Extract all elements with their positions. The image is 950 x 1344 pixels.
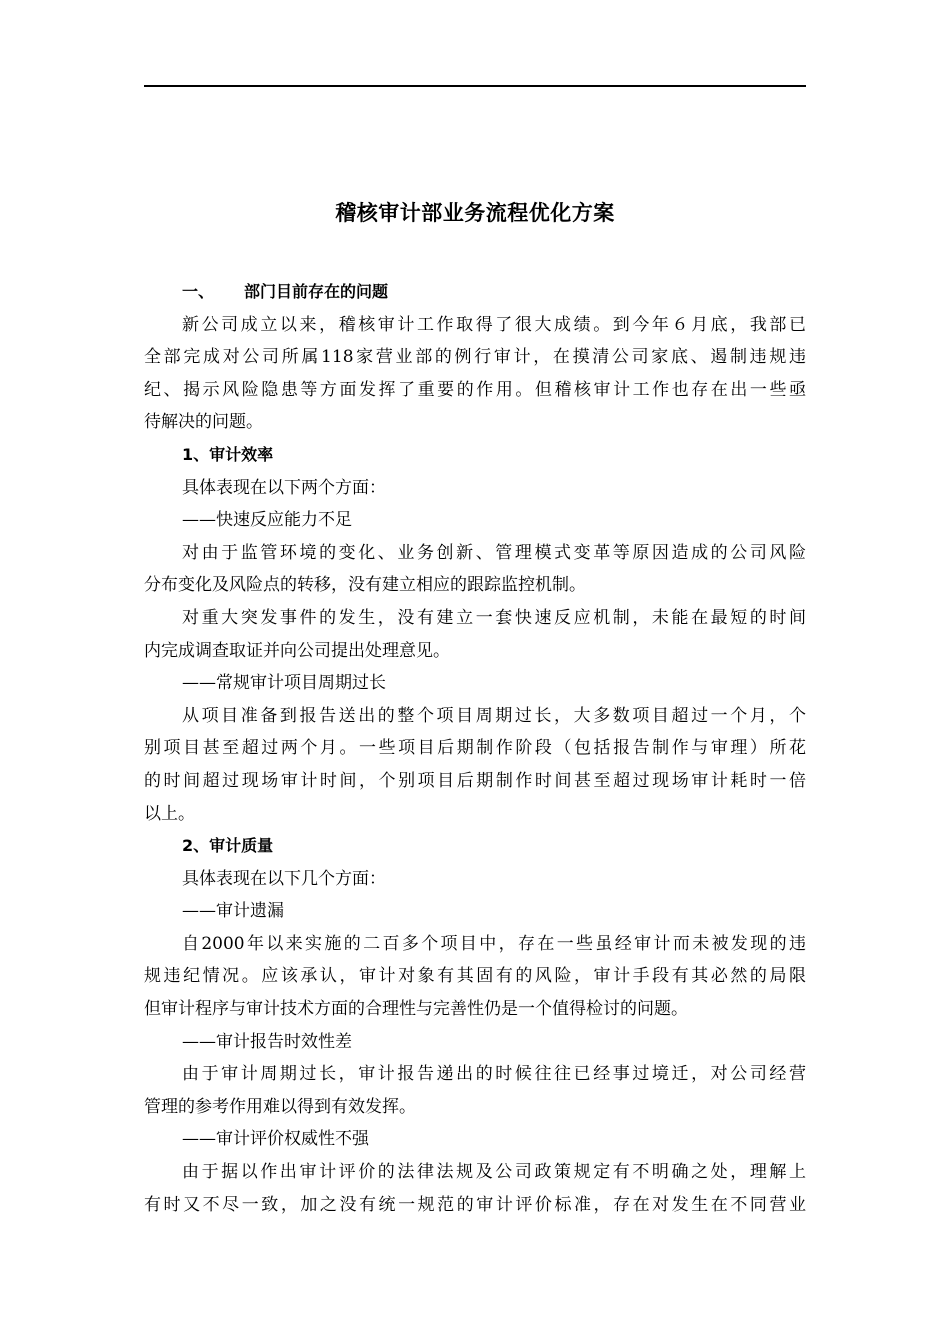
text-line: 规违纪情况。应该承认，审计对象有其固有的风险，审计手段有其必然的局限 xyxy=(144,966,806,987)
text-line: 但审计程序与审计技术方面的合理性与完善性仍是一个值得检讨的问题。 xyxy=(144,999,688,1020)
text-line: 的时间超过现场审计时间，个别项目后期制作时间甚至超过现场审计耗时一倍 xyxy=(144,770,806,791)
text-line: ——审计报告时效性差 xyxy=(182,1031,352,1052)
paragraph-lines xyxy=(144,309,806,1222)
subsection-heading: 1、审计效率 xyxy=(182,444,274,464)
header-rule xyxy=(144,85,806,87)
text-line: ——快速反应能力不足 xyxy=(182,510,352,531)
text-line: 对由于监管环境的变化、业务创新、管理模式变革等原因造成的公司风险 xyxy=(182,542,806,563)
section-number: 一、 xyxy=(182,282,215,301)
document-body xyxy=(144,276,806,1221)
section-heading xyxy=(144,276,806,309)
text-line: ——审计评价权威性不强 xyxy=(182,1129,369,1150)
document-title: 稽核审计部业务流程优化方案 xyxy=(335,201,615,225)
text-line: 以上。 xyxy=(144,803,195,824)
text-line: 管理的参考作用难以得到有效发挥。 xyxy=(144,1096,416,1117)
text-line: 由于审计周期过长，审计报告递出的时候往往已经事过境迁，对公司经营 xyxy=(182,1064,806,1085)
section-title: 部门目前存在的问题 xyxy=(244,282,389,301)
text-line: ——常规审计项目周期过长 xyxy=(182,673,386,694)
text-line: 具体表现在以下两个方面： xyxy=(182,477,386,498)
text-line: 有时又不尽一致，加之没有统一规范的审计评价标准，存在对发生在不同营业 xyxy=(144,1194,806,1215)
text-line: 具体表现在以下几个方面： xyxy=(182,868,386,889)
text-line: 对重大突发事件的发生，没有建立一套快速反应机制，未能在最短的时间 xyxy=(182,607,806,628)
text-line: 从项目准备到报告送出的整个项目周期过长，大多数项目超过一个月，个 xyxy=(182,705,806,726)
text-line: 纪、揭示风险隐患等方面发挥了重要的作用。但稽核审计工作也存在出一些亟 xyxy=(144,379,806,400)
text-line: 全部完成对公司所属118家营业部的例行审计，在摸清公司家底、遏制违规违 xyxy=(144,347,806,368)
subsection-heading: 2、审计质量 xyxy=(182,836,274,856)
text-line: 分布变化及风险点的转移，没有建立相应的跟踪监控机制。 xyxy=(144,575,586,596)
text-line: 由于据以作出审计评价的法律法规及公司政策规定有不明确之处，理解上 xyxy=(182,1162,806,1183)
text-line: 内完成调查取证并向公司提出处理意见。 xyxy=(144,640,450,661)
text-line: 别项目甚至超过两个月。一些项目后期制作阶段（包括报告制作与审理）所花 xyxy=(144,738,806,759)
text-line: 待解决的问题。 xyxy=(144,412,263,433)
text-line: 自2000年以来实施的二百多个项目中，存在一些虽经审计而未被发现的违 xyxy=(182,933,806,954)
text-line: ——审计遗漏 xyxy=(182,901,284,922)
text-line: 新公司成立以来，稽核审计工作取得了很大成绩。到今年６月底，我部已 xyxy=(182,314,806,335)
